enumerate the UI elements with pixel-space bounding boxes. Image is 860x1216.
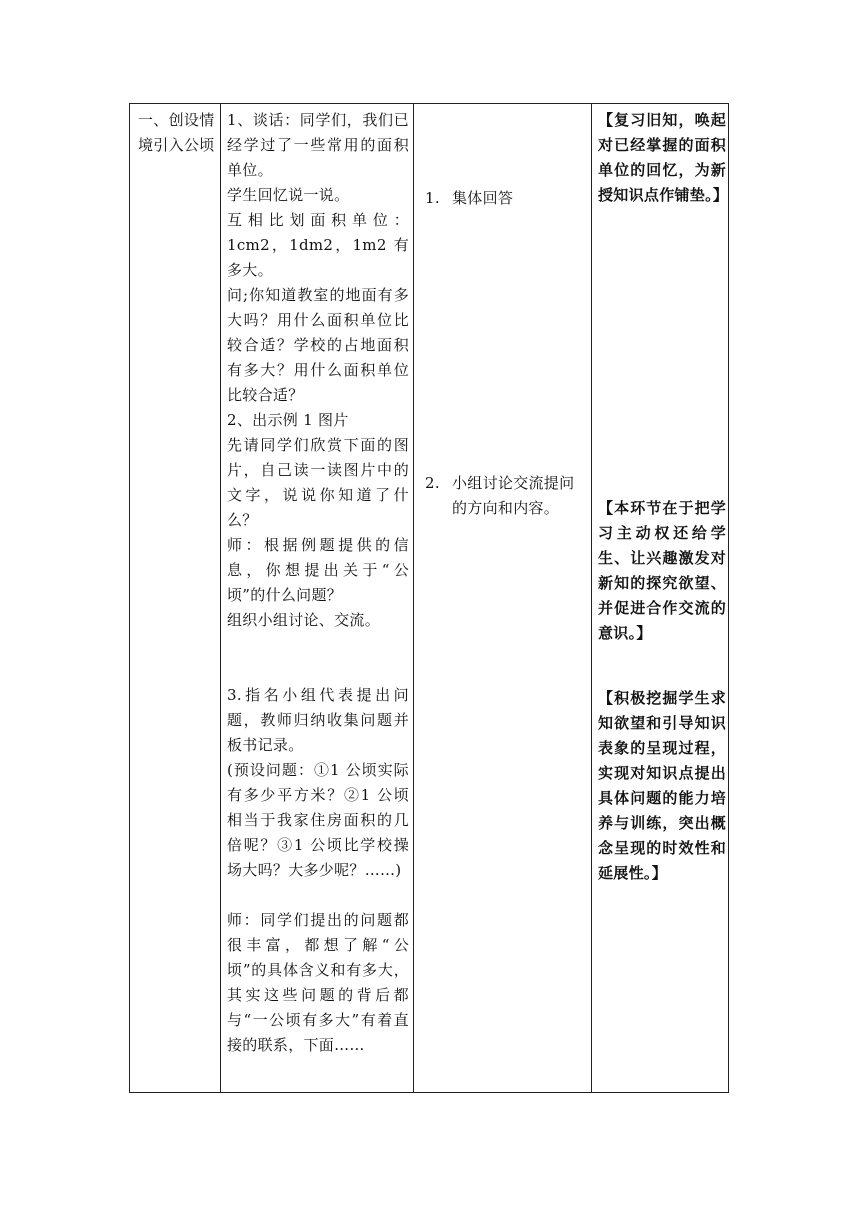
design-notes-column: [591, 104, 730, 1092]
student-activity-column: [413, 104, 591, 1092]
lesson-plan-table: [129, 103, 729, 1093]
teacher-paragraph-7: 师：根据例题提供的信息，你想提出关于“公顷”的什么问题？: [227, 536, 409, 604]
teacher-paragraph-8: 组织小组讨论、交流。: [227, 611, 381, 629]
student-activity-text: 集体回答: [452, 189, 514, 207]
teacher-activity-column: [220, 104, 413, 1092]
teacher-paragraph-9: 3.指名小组代表提出问题，教师归纳收集问题并板书记录。: [227, 686, 409, 754]
student-activity-item-1: [425, 186, 582, 211]
teacher-paragraph-10: (预设问题：①1 公顷实际有多少平方米？②1 公顷相当于我家住房面积的几倍呢？③1 公顷比学校操场大吗？大多少呢？……): [227, 761, 409, 879]
student-activity-number: 1.: [425, 189, 440, 207]
design-note-1: 【复习旧知，唤起对已经掌握的面积单位的回忆，为新授知识点作铺垫。】: [598, 111, 729, 204]
design-note-3: 【积极挖掘学生求知欲望和引导知识表象的呈现过程，实现对知识点提出具体问题的能力培养与训练，突出概念呈现的时效性和延展性。】: [598, 689, 726, 882]
teacher-paragraph-6: 先请同学们欣赏下面的图片，自己读一读图片中的文字，说说你知道了什么？: [227, 436, 409, 529]
teacher-paragraph-1: 1、谈话：同学们，我们已经学过了一些常用的面积单位。: [227, 111, 409, 179]
design-note-2: 【本环节在于把学习主动权还给学生、让兴趣激发对新知的探究欲望、并促进合作交流的意识。】: [598, 499, 726, 642]
student-activity-text: 小组讨论交流提问的方向和内容。: [452, 474, 575, 517]
stage-column: [130, 104, 220, 1092]
teacher-paragraph-11: 师：同学们提出的问题都很丰富，都想了解“公顷”的具体含义和有多大，其实这些问题的背后都与“一公顷有多大”有着直接的联系，下面……: [227, 911, 409, 1054]
student-activity-number: 2.: [425, 474, 440, 492]
teacher-paragraph-5: 2、出示例 1 图片: [227, 411, 349, 429]
stage-title: 一、创设情境引入公顷: [138, 111, 215, 154]
teacher-paragraph-4: 问;你知道教室的地面有多大吗？用什么面积单位比较合适？学校的占地面积有多大？用什么面积单位比较合适？: [227, 286, 409, 404]
teacher-paragraph-2: 学生回忆说一说。: [227, 186, 350, 204]
teacher-paragraph-3: 互相比划面积单位：1cm2，1dm2，1m2 有多大。: [227, 211, 409, 279]
student-activity-item-2: [425, 471, 582, 521]
